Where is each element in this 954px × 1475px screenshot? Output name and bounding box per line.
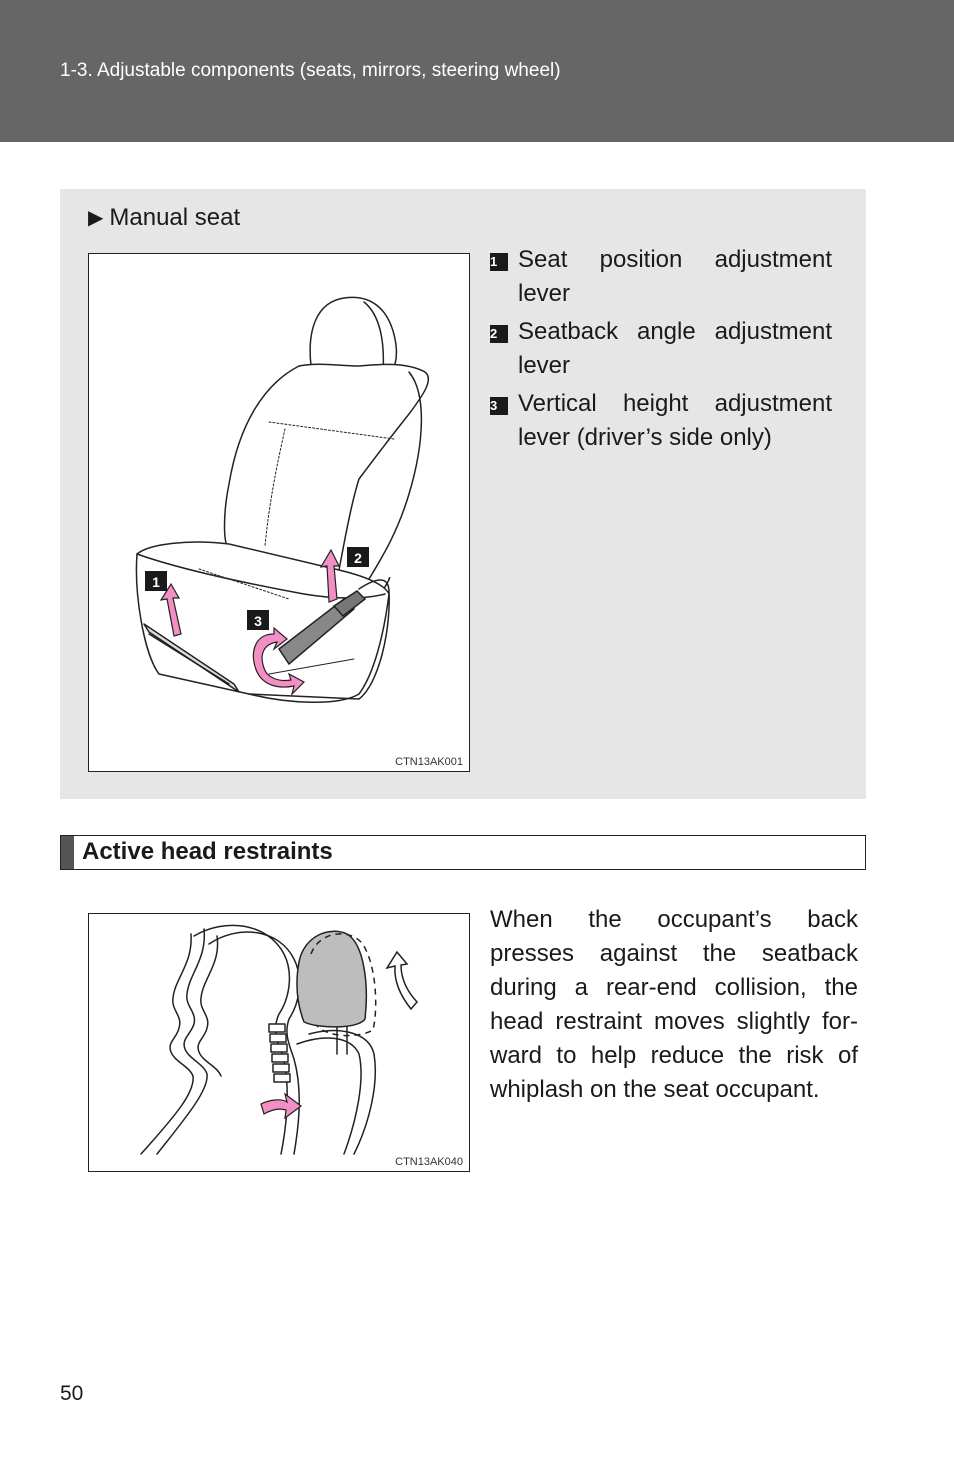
triangle-bullet-icon: ▶ <box>88 207 104 229</box>
svg-text:2: 2 <box>354 550 362 566</box>
legend-item <box>490 243 832 311</box>
number-badge: 1 <box>490 253 508 271</box>
svg-text:1: 1 <box>152 574 160 590</box>
section-marker <box>61 836 74 869</box>
svg-text:3: 3 <box>254 613 262 629</box>
callout-1 <box>145 571 167 591</box>
number-badge: 3 <box>490 397 508 415</box>
callout-3 <box>247 610 269 630</box>
legend-text: Vertical height adjustment lever (driver’s side only) <box>518 390 832 451</box>
section-title: Active head restraints <box>82 838 333 865</box>
legend-item <box>490 387 832 455</box>
breadcrumb: 1-3. Adjustable components (seats, mirrors, steering wheel) <box>60 60 561 81</box>
legend-item <box>490 315 832 383</box>
legend-text: Seat position adjustment lever <box>518 246 832 307</box>
body-paragraph: When the occupant’s back presses against the seatback during a rear-end collision, the head restraint moves slightly for-ward to help reduce the risk of whiplash on the seat occupant. <box>490 906 858 1103</box>
panel-title <box>88 204 240 232</box>
figure-code: CTN13AK001 <box>395 756 463 768</box>
panel-title-text: Manual seat <box>109 204 241 231</box>
page-number: 50 <box>60 1382 84 1405</box>
legend-text: Seatback angle adjustment lever <box>518 318 832 379</box>
figure-code: CTN13AK040 <box>395 1156 463 1168</box>
section-heading <box>60 835 866 870</box>
head-restraint-drawing <box>89 914 469 1171</box>
head-restraint-illustration <box>88 913 470 1172</box>
seat-drawing <box>89 254 469 771</box>
seat-illustration <box>88 253 470 772</box>
manual-seat-panel <box>60 189 866 799</box>
callout-2 <box>347 547 369 567</box>
lever-legend <box>490 243 832 459</box>
page-header <box>0 0 954 142</box>
number-badge: 2 <box>490 325 508 343</box>
